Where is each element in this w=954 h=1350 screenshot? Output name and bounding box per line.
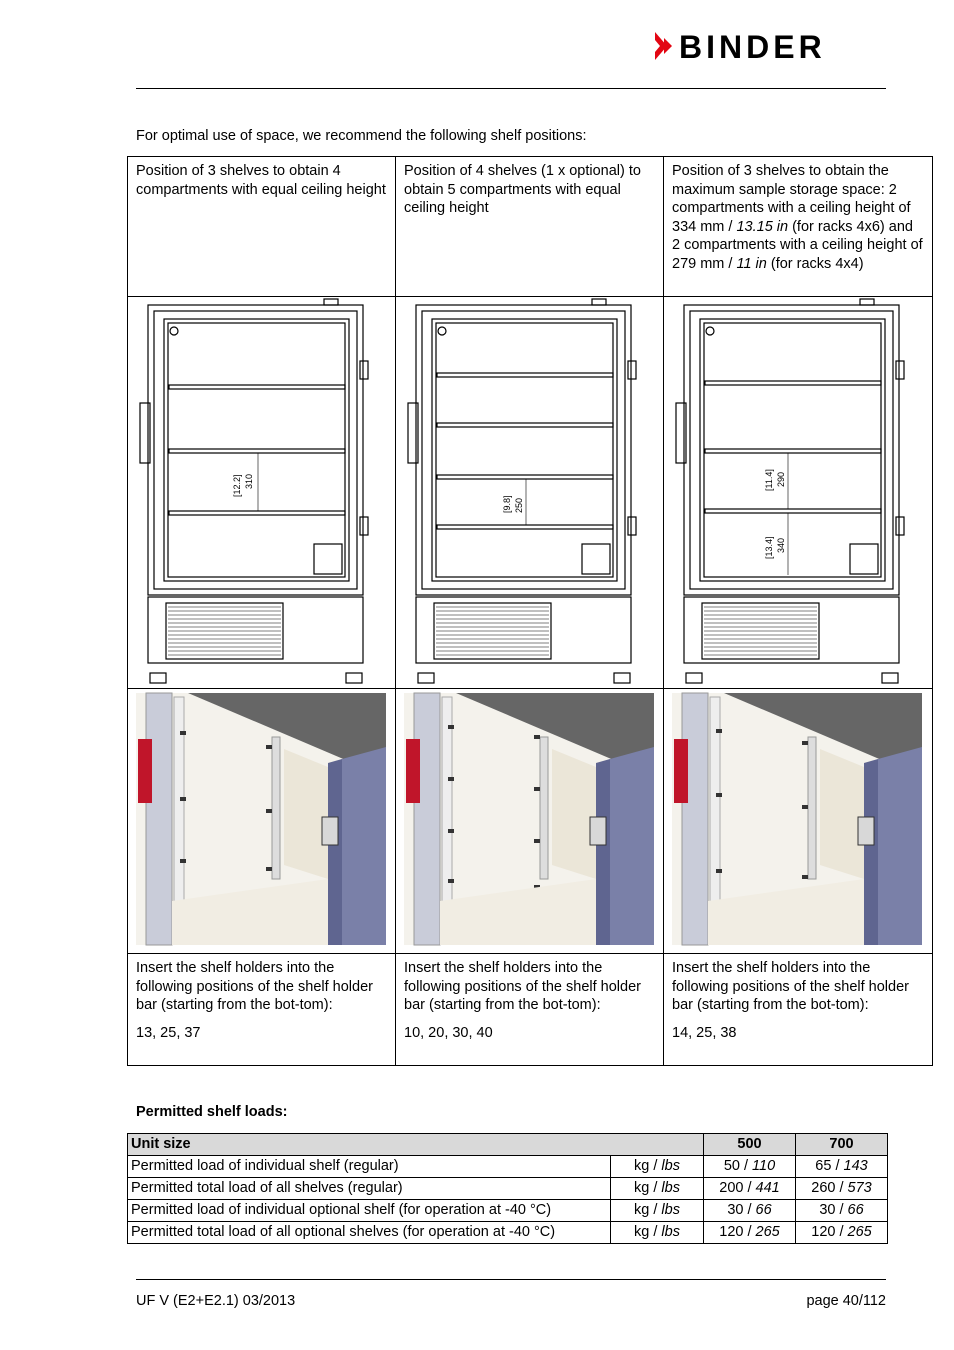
shelf-loads-table xyxy=(127,1133,888,1244)
freezer-drawing-4-shelves xyxy=(396,297,664,689)
logo-text: BINDER xyxy=(679,30,826,62)
freezer-drawing-max-storage xyxy=(664,297,933,689)
col1-title: Position of 3 shelves to obtain 4 compartments with equal ceiling height xyxy=(128,157,396,297)
svg-text:[13.4]: [13.4] xyxy=(764,536,774,559)
header-rule xyxy=(136,88,886,89)
table-row: Permitted load of individual shelf (regular) kg / lbs 50 / 110 65 / 143 xyxy=(128,1156,888,1178)
col3-positions: 14, 25, 38 xyxy=(672,1024,737,1041)
table-row: Permitted total load of all optional shelves (for operation at -40 °C) kg / lbs 120 / 265 120 / 265 xyxy=(128,1222,888,1244)
interior-photo-1 xyxy=(128,689,396,954)
col2-positions: 10, 20, 30, 40 xyxy=(404,1024,493,1041)
header-500: 500 xyxy=(704,1134,796,1156)
svg-text:[11.4]: [11.4] xyxy=(764,469,774,491)
header-700: 700 xyxy=(796,1134,888,1156)
binder-logo xyxy=(655,30,887,62)
intro-text: For optimal use of space, we recommend the following shelf positions: xyxy=(136,128,587,144)
col2-title: Position of 4 shelves (1 x optional) to obtain 5 compartments with equal ceiling height xyxy=(396,157,664,297)
footer-doc-id: UF V (E2+E2.1) 03/2013 xyxy=(136,1293,296,1309)
svg-text:310: 310 xyxy=(244,473,254,489)
loads-header-row xyxy=(128,1134,888,1156)
shelf-positions-table xyxy=(127,156,933,1066)
svg-text:250: 250 xyxy=(514,497,524,513)
interior-photo-3 xyxy=(664,689,933,954)
table-row: Permitted total load of all shelves (regular) kg / lbs 200 / 441 260 / 573 xyxy=(128,1178,888,1200)
col3-instruction: Insert the shelf holders into the following positions of the shelf holder bar (starting from the bot-tom): 14, 25, 38 xyxy=(664,954,933,1066)
svg-text:290: 290 xyxy=(776,471,786,487)
svg-text:340: 340 xyxy=(776,537,786,553)
svg-text:[12.2]: [12.2] xyxy=(232,474,242,497)
header-unit-size: Unit size xyxy=(128,1134,704,1156)
col1-instruction: Insert the shelf holders into the following positions of the shelf holder bar (starting from the bot-tom): 13, 25, 37 xyxy=(128,954,396,1066)
col1-positions: 13, 25, 37 xyxy=(136,1024,201,1041)
col3-title: Position of 3 shelves to obtain the maximum sample storage space: 2 compartments with a ceiling height of 334 mm / 13.15 in (for racks 4x6) and 2 compartments with a ceiling height of 279 mm / 11 in (for racks 4x4) xyxy=(664,157,933,297)
svg-text:[9.8]: [9.8] xyxy=(502,495,512,513)
footer-rule xyxy=(136,1279,886,1280)
table-row: Permitted load of individual optional shelf (for operation at -40 °C) kg / lbs 30 / 66 30 / 66 xyxy=(128,1200,888,1222)
col2-instruction: Insert the shelf holders into the following positions of the shelf holder bar (starting from the bot-tom): 10, 20, 30, 40 xyxy=(396,954,664,1066)
interior-photo-2 xyxy=(396,689,664,954)
loads-title: Permitted shelf loads: xyxy=(136,1104,288,1120)
freezer-drawing-3-shelves xyxy=(128,297,396,689)
footer-page-number: page 40/112 xyxy=(806,1293,886,1309)
